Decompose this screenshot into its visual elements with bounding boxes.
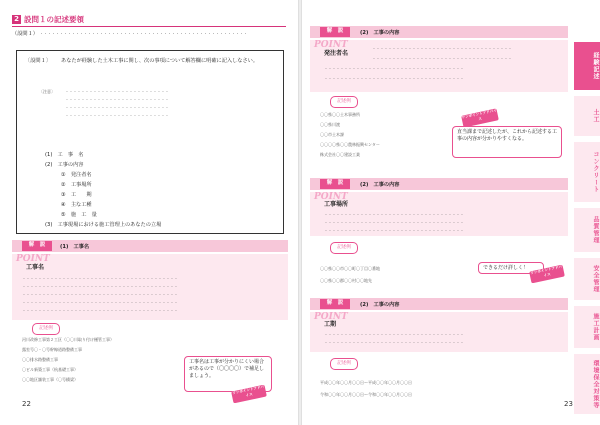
- ex3-line-2: 令和〇〇年〇〇月〇〇日～令和〇〇年〇〇月〇〇日: [320, 392, 412, 397]
- note-line-1: ・・・・・・・・・・・・・・・・・・・・・・・・・・: [65, 89, 169, 94]
- body2-line-3: ・・・・・・・・・・・・・・・・・・・・・・・・・・・・・・・・・・・: [324, 228, 464, 233]
- point-heading-1: 発注者名: [324, 50, 349, 57]
- list-item-6: ④ 主な工種: [61, 202, 92, 208]
- point-logo-1: POINT: [314, 40, 348, 50]
- advice-note-2: できるだけ詳しく！: [478, 262, 544, 274]
- point-heading: 工事名: [26, 264, 45, 271]
- side-tab-quality[interactable]: 品質管理: [574, 208, 600, 252]
- body3-line-1: ・・・・・・・・・・・・・・・・・・・・・・・・・・・・・・・・・・・: [324, 332, 464, 337]
- kiji-badge: 記述例: [32, 323, 60, 335]
- point-heading-2: 工事場所: [324, 201, 349, 208]
- body-line-1: ・・・・・・・・・・・・・・・・・・・・・・・・・・・・・・・・・・・・・・・: [22, 276, 178, 281]
- example-5: 〇〇地区舗装工事（〇号橋梁）: [22, 377, 78, 382]
- note-line-2: ・・・・・・・・・・・・・・・・・・・・・・・・・・: [65, 97, 169, 102]
- example-2: 露室号〇・〇号幹線道路整備工事: [22, 347, 82, 352]
- body-line-2: ・・・・・・・・・・・・・・・・・・・・・・・・・・・・・・・・・・・・・・・: [22, 284, 178, 289]
- kaisetsu-item-3: (2) 工事の内容: [360, 302, 400, 308]
- kiji-badge-3: 記述例: [330, 358, 358, 370]
- list-item-3: ① 発注者名: [61, 172, 92, 178]
- kaisetsu-item-1: (2) 工事の内容: [360, 30, 400, 36]
- side-tab-concrete[interactable]: コンクリート: [574, 142, 600, 202]
- intro-paragraph: [12, 30, 288, 38]
- page-number-right: 23: [564, 400, 573, 408]
- note-line-3: ・・・・・・・・・・・・・・・・・・・・・・・・・・: [65, 105, 169, 110]
- side-tab-environment[interactable]: 環境保全対策等: [574, 354, 600, 414]
- kaisetsu-band: [12, 240, 288, 252]
- list-item-4: ② 工事場所: [61, 182, 92, 188]
- body1-line-1: ・・・・・・・・・・・・・・・・・・・・・・・・・・・・・・・・・・・: [372, 46, 512, 51]
- advice-badge-1: ワンポイントアドバイス: [461, 108, 499, 127]
- side-tab-doko[interactable]: 土工: [574, 96, 600, 136]
- intro-text: ・・・・・・・・・・・・・・・・・・・・・・・・・・・・・・・・・・・・・・・・・・・・・・・・・・・・: [39, 31, 248, 36]
- side-tab-keiken[interactable]: 経験記述: [574, 42, 600, 90]
- example-1: 河川改修工事第２工区（〇〇川取り付け樋管工事）: [22, 337, 114, 342]
- ex1-line-1: 〇〇県〇〇土木事務所: [320, 112, 360, 117]
- ex1-line-4: 〇〇〇〇県〇〇農林振興センター: [320, 142, 380, 147]
- body-line-4: ・・・・・・・・・・・・・・・・・・・・・・・・・・・・・・・・・・・・・・・: [22, 300, 178, 305]
- page-number-left: 22: [22, 400, 31, 408]
- example-3: 〇〇排水路整備工事: [22, 357, 58, 362]
- body2-line-2: ・・・・・・・・・・・・・・・・・・・・・・・・・・・・・・・・・・・: [324, 220, 464, 225]
- kaisetsu-label-2: 解 説: [320, 179, 350, 189]
- advice-badge-2: ワンポイントアドバイス: [529, 265, 565, 284]
- body1-line-3: ・・・・・・・・・・・・・・・・・・・・・・・・・・・・・・・・・・・: [324, 66, 464, 71]
- intro-label: （設問１）: [12, 31, 38, 37]
- body-line-5: ・・・・・・・・・・・・・・・・・・・・・・・・・・・・・・・・・・・・・・・: [22, 308, 178, 313]
- side-tab-plan[interactable]: 施工計画: [574, 306, 600, 348]
- ex1-line-5: 株式会社〇〇建設工業: [320, 152, 360, 157]
- kiji-badge-2: 記述例: [330, 242, 358, 254]
- advice-note-1: 直当課まで記述したが、これから記述する工事の内容が分かりやすくなる。: [452, 126, 562, 158]
- point-heading-3: 工期: [324, 321, 337, 328]
- note-label: 〔注意〕: [39, 89, 55, 94]
- box-title: 〔設問１〕: [25, 58, 51, 64]
- list-item-2: (2) 工事の内容: [45, 162, 84, 168]
- kaisetsu-label-1: 解 説: [320, 27, 350, 37]
- side-tab-safety[interactable]: 安全管理: [574, 258, 600, 300]
- box-instruction: あなたが経験した土木工事に関し、次の事項について解答欄に明確に記入しなさい。: [61, 58, 259, 64]
- body1-line-2: ・・・・・・・・・・・・・・・・・・・・・・・・・・・・・・・・・・・: [372, 56, 512, 61]
- ex2-line-1: 〇〇県〇〇市〇〇町〇丁目〇番地: [320, 266, 380, 271]
- list-item-7: ⑤ 施 工 量: [61, 212, 97, 218]
- kaisetsu-item: (1) 工事名: [60, 244, 90, 250]
- section-number: 2: [12, 15, 21, 24]
- list-item-5: ③ 工 期: [61, 192, 92, 198]
- ex1-line-3: 〇〇市土木課: [320, 132, 344, 137]
- question-box: [16, 50, 284, 234]
- kiji-badge-1: 記述例: [330, 96, 358, 108]
- ex3-line-1: 平成〇〇年〇〇月〇〇日～平成〇〇年〇〇月〇〇日: [320, 380, 412, 385]
- body2-line-1: ・・・・・・・・・・・・・・・・・・・・・・・・・・・・・・・・・・・: [324, 212, 464, 217]
- kaisetsu-item-2: (2) 工事の内容: [360, 182, 400, 188]
- right-page: [302, 0, 600, 425]
- note-line-4: ・・・・・・・・・・・・・・・・・・・・・・・・・・: [65, 113, 169, 118]
- advice-note: 工事名は工事が分かりにくい場合があるので（〇〇〇〇）で補足しましょう。: [184, 356, 272, 392]
- point-logo-3: POINT: [314, 312, 348, 322]
- advice-badge: ワンポイントアドバイス: [231, 385, 267, 404]
- section-title: [12, 14, 286, 27]
- kaisetsu-label: 解 説: [22, 241, 52, 251]
- left-page: [0, 0, 298, 425]
- ex2-line-2: 〇〇県〇〇郡〇〇村〇〇地先: [320, 278, 372, 283]
- list-item-8: (3) 工事現場における施工管理上のあなたの立場: [45, 222, 162, 228]
- point-logo: POINT: [16, 254, 50, 264]
- body3-line-2: ・・・・・・・・・・・・・・・・・・・・・・・・・・・・・・・・・・・: [324, 340, 464, 345]
- point-logo-2: POINT: [314, 192, 348, 202]
- section-heading: 設問１の記述要領: [24, 15, 84, 24]
- body1-line-4: ・・・・・・・・・・・・・・・・・・・・・・・・・・・・・・・・・・・: [324, 76, 464, 81]
- ex1-line-2: 〇〇県川渡: [320, 122, 340, 127]
- list-item-1: (1) 工 事 名: [45, 152, 84, 158]
- kaisetsu-label-3: 解 説: [320, 299, 350, 309]
- example-4: 〇ビル新築工事（杭基礎工事）: [22, 367, 78, 372]
- body-line-3: ・・・・・・・・・・・・・・・・・・・・・・・・・・・・・・・・・・・・・・・: [22, 292, 178, 297]
